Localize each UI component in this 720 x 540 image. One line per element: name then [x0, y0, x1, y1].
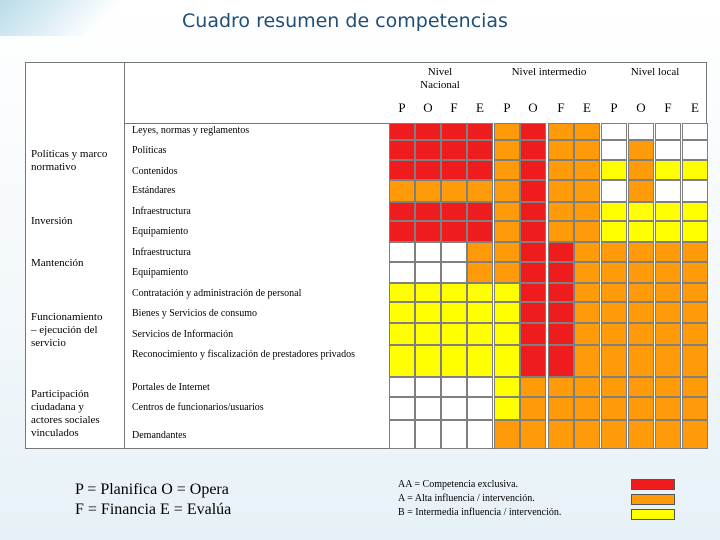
- matrix-cell: [548, 377, 574, 397]
- column-letter: E: [583, 100, 591, 115]
- matrix-cell: [441, 377, 467, 397]
- matrix-cell: [467, 160, 493, 180]
- matrix-cell: [389, 345, 415, 377]
- matrix-cell: [467, 123, 493, 140]
- matrix-cell: [494, 242, 520, 262]
- matrix-cell: [441, 140, 467, 160]
- matrix-cell: [682, 323, 708, 345]
- matrix-cell: [415, 160, 441, 180]
- matrix-cell: [494, 283, 520, 302]
- matrix-cell: [601, 221, 627, 242]
- matrix-cell: [682, 420, 708, 449]
- matrix-cell: [389, 202, 415, 221]
- matrix-cell: [441, 202, 467, 221]
- matrix-cell: [601, 242, 627, 262]
- category-politicas: Políticas y marco normativo: [31, 148, 108, 173]
- matrix-cell: [655, 420, 681, 449]
- matrix-cell: [548, 140, 574, 160]
- matrix-cell: [494, 345, 520, 377]
- matrix-cell: [494, 262, 520, 283]
- matrix-cell: [601, 302, 627, 323]
- matrix-cell: [520, 160, 546, 180]
- matrix-cell: [574, 262, 600, 283]
- row-label: Centros de funcionarios/usuarios: [132, 402, 264, 413]
- matrix-cell: [574, 242, 600, 262]
- matrix-cell: [628, 180, 654, 202]
- matrix-cell: [520, 323, 546, 345]
- matrix-cell: [628, 420, 654, 449]
- matrix-cell: [548, 397, 574, 420]
- matrix-cell: [494, 180, 520, 202]
- matrix-cell: [389, 283, 415, 302]
- matrix-cell: [574, 323, 600, 345]
- column-letter: P: [398, 100, 406, 115]
- matrix-cell: [655, 123, 681, 140]
- matrix-cell: [574, 221, 600, 242]
- matrix-cell: [628, 123, 654, 140]
- matrix-cell: [574, 397, 600, 420]
- matrix-cell: [520, 221, 546, 242]
- category-funcionamiento: Funcionamiento – ejecución del servicio: [31, 311, 103, 349]
- matrix-cell: [682, 242, 708, 262]
- row-label: Equipamiento: [132, 226, 189, 237]
- column-letter: O: [528, 100, 538, 115]
- matrix-cell: [520, 180, 546, 202]
- matrix-cell: [628, 283, 654, 302]
- matrix-cell: [467, 323, 493, 345]
- matrix-cell: [467, 345, 493, 377]
- matrix-cell: [682, 202, 708, 221]
- matrix-cell: [548, 123, 574, 140]
- matrix-cell: [441, 302, 467, 323]
- matrix-cell: [415, 397, 441, 420]
- matrix-cell: [467, 283, 493, 302]
- table-divider-horizontal: [124, 123, 389, 124]
- row-label: Leyes, normas y reglamentos: [132, 125, 250, 136]
- row-label: Contenidos: [132, 166, 178, 177]
- matrix-cell: [682, 160, 708, 180]
- matrix-cell: [682, 262, 708, 283]
- matrix-cell: [520, 302, 546, 323]
- row-label: Infraestructura: [132, 206, 191, 217]
- matrix-cell: [520, 262, 546, 283]
- column-letter: F: [450, 100, 458, 115]
- matrix-cell: [548, 180, 574, 202]
- matrix-cell: [441, 420, 467, 449]
- matrix-cell: [467, 180, 493, 202]
- matrix-cell: [415, 242, 441, 262]
- matrix-cell: [655, 221, 681, 242]
- matrix-cell: [655, 345, 681, 377]
- matrix-cell: [574, 180, 600, 202]
- matrix-cell: [548, 283, 574, 302]
- matrix-cell: [494, 397, 520, 420]
- legend-letters: [75, 480, 231, 520]
- matrix-cell: [548, 420, 574, 449]
- matrix-cell: [601, 140, 627, 160]
- matrix-cell: [441, 283, 467, 302]
- matrix-cell: [655, 180, 681, 202]
- matrix-cell: [628, 302, 654, 323]
- matrix-cell: [574, 377, 600, 397]
- row-label: Contratación y administración de personal: [132, 288, 302, 299]
- matrix-cell: [682, 140, 708, 160]
- page-title: Cuadro resumen de competencias: [182, 10, 508, 32]
- matrix-cell: [548, 160, 574, 180]
- matrix-cell: [494, 377, 520, 397]
- matrix-cell: [467, 397, 493, 420]
- matrix-cell: [389, 377, 415, 397]
- matrix-cell: [415, 345, 441, 377]
- matrix-cell: [628, 202, 654, 221]
- legend-letters-line2: F = Financia E = Evalúa: [75, 501, 232, 518]
- matrix-cell: [441, 123, 467, 140]
- row-label: Políticas: [132, 145, 167, 156]
- matrix-cell: [601, 283, 627, 302]
- table-divider-vertical: [124, 62, 125, 449]
- matrix-cell: [548, 345, 574, 377]
- matrix-cell: [494, 221, 520, 242]
- matrix-cell: [682, 397, 708, 420]
- matrix-cell: [415, 202, 441, 221]
- matrix-cell: [467, 242, 493, 262]
- row-label: Bienes y Servicios de consumo: [132, 308, 257, 319]
- matrix-cell: [574, 283, 600, 302]
- matrix-cell: [548, 242, 574, 262]
- matrix-cell: [494, 160, 520, 180]
- matrix-cell: [628, 345, 654, 377]
- matrix-cell: [628, 160, 654, 180]
- matrix-cell: [628, 221, 654, 242]
- matrix-cell: [601, 262, 627, 283]
- matrix-cell: [441, 242, 467, 262]
- matrix-cell: [389, 323, 415, 345]
- row-label: Infraestructura: [132, 247, 191, 258]
- matrix-cell: [494, 302, 520, 323]
- matrix-cell: [415, 283, 441, 302]
- matrix-cell: [655, 323, 681, 345]
- matrix-cell: [548, 262, 574, 283]
- matrix-cell: [415, 123, 441, 140]
- legend-swatch-yellow: [631, 509, 675, 520]
- matrix-cell: [467, 202, 493, 221]
- matrix-cell: [601, 323, 627, 345]
- matrix-cell: [574, 420, 600, 449]
- matrix-cell: [682, 283, 708, 302]
- matrix-cell: [415, 140, 441, 160]
- matrix-cell: [574, 202, 600, 221]
- matrix-cell: [389, 302, 415, 323]
- legend-aa: AA = Competencia exclusiva.: [398, 479, 519, 490]
- header-nivel-intermedio: Nivel intermedio: [511, 66, 587, 78]
- matrix-cell: [682, 123, 708, 140]
- matrix-cell: [389, 420, 415, 449]
- category-mantencion: Mantención: [31, 257, 84, 269]
- matrix-cell: [574, 302, 600, 323]
- matrix-cell: [682, 345, 708, 377]
- matrix-cell: [520, 123, 546, 140]
- matrix-cell: [520, 202, 546, 221]
- matrix-cell: [494, 323, 520, 345]
- matrix-cell: [574, 123, 600, 140]
- matrix-cell: [574, 160, 600, 180]
- column-letter: F: [664, 100, 672, 115]
- matrix-cell: [441, 160, 467, 180]
- row-label: Portales de Internet: [132, 382, 210, 393]
- matrix-cell: [441, 345, 467, 377]
- matrix-cell: [601, 160, 627, 180]
- matrix-cell: [682, 221, 708, 242]
- matrix-cell: [655, 202, 681, 221]
- row-label: Demandantes: [132, 430, 187, 441]
- column-letter: E: [476, 100, 484, 115]
- matrix-cell: [520, 420, 546, 449]
- matrix-cell: [494, 202, 520, 221]
- matrix-cell: [415, 262, 441, 283]
- matrix-cell: [441, 180, 467, 202]
- matrix-cell: [601, 397, 627, 420]
- matrix-cell: [655, 377, 681, 397]
- header-nivel-local: Nivel local: [630, 66, 680, 78]
- matrix-cell: [415, 302, 441, 323]
- matrix-cell: [520, 140, 546, 160]
- category-inversion: Inversión: [31, 215, 73, 227]
- matrix-cell: [494, 123, 520, 140]
- matrix-cell: [389, 123, 415, 140]
- matrix-cell: [628, 242, 654, 262]
- matrix-cell: [415, 377, 441, 397]
- matrix-cell: [389, 140, 415, 160]
- matrix-cell: [682, 180, 708, 202]
- row-label: Servicios de Información: [132, 329, 234, 340]
- matrix-cell: [574, 345, 600, 377]
- row-label: Equipamiento: [132, 267, 189, 278]
- matrix-cell: [628, 323, 654, 345]
- matrix-cell: [655, 160, 681, 180]
- matrix-cell: [601, 123, 627, 140]
- matrix-cell: [601, 202, 627, 221]
- matrix-cell: [628, 140, 654, 160]
- matrix-cell: [548, 323, 574, 345]
- matrix-cell: [467, 420, 493, 449]
- matrix-cell: [441, 262, 467, 283]
- matrix-cell: [389, 397, 415, 420]
- matrix-cell: [628, 262, 654, 283]
- column-letter: P: [503, 100, 511, 115]
- matrix-cell: [520, 377, 546, 397]
- matrix-cell: [655, 397, 681, 420]
- matrix-cell: [601, 180, 627, 202]
- matrix-cell: [520, 283, 546, 302]
- legend-letters-line1: P = Planifica O = Opera: [75, 481, 229, 498]
- row-label: Estándares: [132, 185, 176, 196]
- matrix-cell: [655, 262, 681, 283]
- matrix-cell: [415, 420, 441, 449]
- matrix-cell: [682, 377, 708, 397]
- matrix-cell: [655, 302, 681, 323]
- matrix-cell: [415, 221, 441, 242]
- matrix-cell: [389, 160, 415, 180]
- column-letter: E: [691, 100, 699, 115]
- column-letter: F: [557, 100, 565, 115]
- matrix-cell: [467, 302, 493, 323]
- matrix-cell: [628, 397, 654, 420]
- legend-b: B = Intermedia influencia / intervención.: [398, 507, 562, 518]
- matrix-cell: [441, 397, 467, 420]
- legend-swatch-red: [631, 479, 675, 490]
- matrix-cell: [520, 397, 546, 420]
- matrix-cell: [389, 242, 415, 262]
- matrix-cell: [389, 221, 415, 242]
- column-letter: O: [636, 100, 646, 115]
- matrix-cell: [494, 140, 520, 160]
- matrix-cell: [548, 202, 574, 221]
- matrix-cell: [655, 283, 681, 302]
- matrix-cell: [467, 377, 493, 397]
- legend-colors: [398, 478, 561, 520]
- matrix-cell: [574, 140, 600, 160]
- category-participacion: Participación ciudadana y actores sociales vinculados: [31, 388, 100, 439]
- matrix-cell: [548, 221, 574, 242]
- matrix-cell: [415, 323, 441, 345]
- matrix-cell: [628, 377, 654, 397]
- matrix-cell: [682, 302, 708, 323]
- matrix-cell: [415, 180, 441, 202]
- matrix-cell: [441, 221, 467, 242]
- header-nivel-nacional: Nivel Nacional: [420, 66, 460, 91]
- matrix-cell: [601, 377, 627, 397]
- matrix-cell: [389, 262, 415, 283]
- legend-swatch-orange: [631, 494, 675, 505]
- matrix-cell: [520, 345, 546, 377]
- matrix-cell: [601, 420, 627, 449]
- column-letter: O: [423, 100, 433, 115]
- column-letter: P: [610, 100, 618, 115]
- matrix-cell: [467, 140, 493, 160]
- matrix-cell: [655, 140, 681, 160]
- matrix-cell: [655, 242, 681, 262]
- matrix-cell: [494, 420, 520, 449]
- row-label: Reconocimiento y fiscalización de prestadores privados: [132, 349, 355, 360]
- matrix-cell: [601, 345, 627, 377]
- matrix-cell: [389, 180, 415, 202]
- legend-a: A = Alta influencia / intervención.: [398, 493, 535, 504]
- matrix-cell: [441, 323, 467, 345]
- matrix-cell: [467, 221, 493, 242]
- matrix-cell: [467, 262, 493, 283]
- matrix-cell: [520, 242, 546, 262]
- matrix-cell: [548, 302, 574, 323]
